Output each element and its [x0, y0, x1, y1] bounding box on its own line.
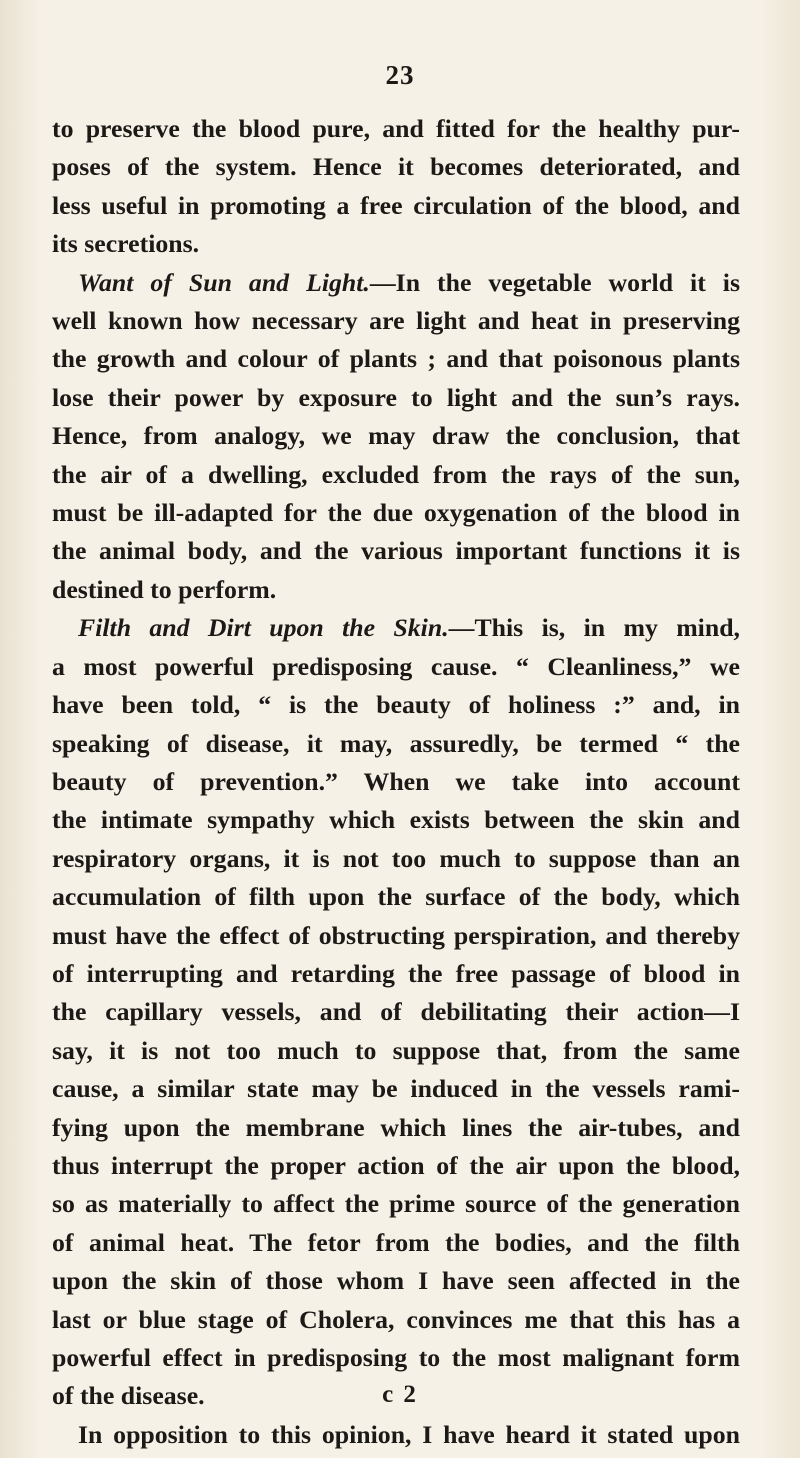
text-line: the intimate sympathy which exists between the skin and — [52, 805, 740, 835]
text-line — [52, 264, 740, 302]
section-heading-want-of-sun-and-light: Want of Sun and Light. — [78, 267, 370, 297]
section-heading-filth-and-dirt: Filth and Dirt upon the Skin. — [78, 613, 449, 643]
text-line: to preserve the blood pure, and fitted for the healthy pur- — [52, 114, 740, 143]
text-line: fying upon the membrane which lines the air-tubes, and — [52, 1112, 740, 1142]
text-line: lose their power by exposure to light and the sun’s rays. — [52, 382, 740, 412]
text-line: In opposition to this opinion, I have heard it stated upon — [78, 1419, 740, 1449]
text-line: poses of the system. Hence it becomes deteriorated, and — [52, 152, 740, 182]
text-line: have been told, “ is the beauty of holiness :” and, in — [52, 690, 740, 720]
text-line: its secretions. — [52, 229, 200, 259]
text-line: say, it is not too much to suppose that, from the same — [52, 1035, 740, 1065]
text-line: last or blue stage of Cholera, convinces me that this has a — [52, 1304, 740, 1334]
text-line: Hence, from analogy, we may draw the conclusion, that — [52, 421, 740, 451]
text-line: respiratory organs, it is not too much to suppose than an — [52, 843, 740, 873]
text-line: of interrupting and retarding the free passage of blood in — [52, 958, 740, 988]
text-line: speaking of disease, it may, assuredly, be termed “ the — [52, 728, 740, 758]
text-line: so as materially to affect the prime source of the generation — [52, 1189, 740, 1219]
text-line: the animal body, and the various important functions it is — [52, 536, 740, 566]
text-line: well known how necessary are light and heat in preserving — [52, 306, 740, 336]
signature-mark: c 2 — [382, 1381, 418, 1408]
text-line: the capillary vessels, and of debilitating their action—I — [52, 997, 740, 1027]
text-line: of the disease. — [52, 1381, 205, 1411]
page-number: 23 — [385, 60, 415, 90]
text-line: must have the effect of obstructing perspiration, and thereby — [52, 920, 740, 950]
text-line: must be ill-adapted for the due oxygenation of the blood in — [52, 498, 740, 528]
text-line — [52, 609, 740, 647]
text-line: accumulation of filth upon the surface of the body, which — [52, 882, 740, 912]
text-line: the air of a dwelling, excluded from the rays of the sun, — [52, 459, 740, 489]
text-line: upon the skin of those whom I have seen affected in the — [52, 1266, 740, 1296]
body-text — [52, 110, 740, 1454]
text-line: destined to perform. — [52, 574, 277, 604]
text-line: powerful effect in predisposing to the most malignant form — [52, 1343, 740, 1372]
text-line: a most powerful predisposing cause. “ Cleanliness,” we — [52, 651, 740, 681]
text-line-continuation: —This is, in my mind, — [448, 613, 740, 643]
text-line: beauty of prevention.” When we take into account — [52, 766, 740, 796]
text-line: the growth and colour of plants ; and that poisonous plants — [52, 344, 740, 374]
text-line: cause, a similar state may be induced in the vessels rami- — [52, 1074, 740, 1104]
text-line: less useful in promoting a free circulation of the blood, and — [52, 190, 740, 220]
text-line: of animal heat. The fetor from the bodies, and the filth — [52, 1227, 740, 1257]
text-line-continuation: —In the vegetable world it is — [369, 267, 740, 297]
text-line: thus interrupt the proper action of the air upon the blood, — [52, 1150, 740, 1180]
